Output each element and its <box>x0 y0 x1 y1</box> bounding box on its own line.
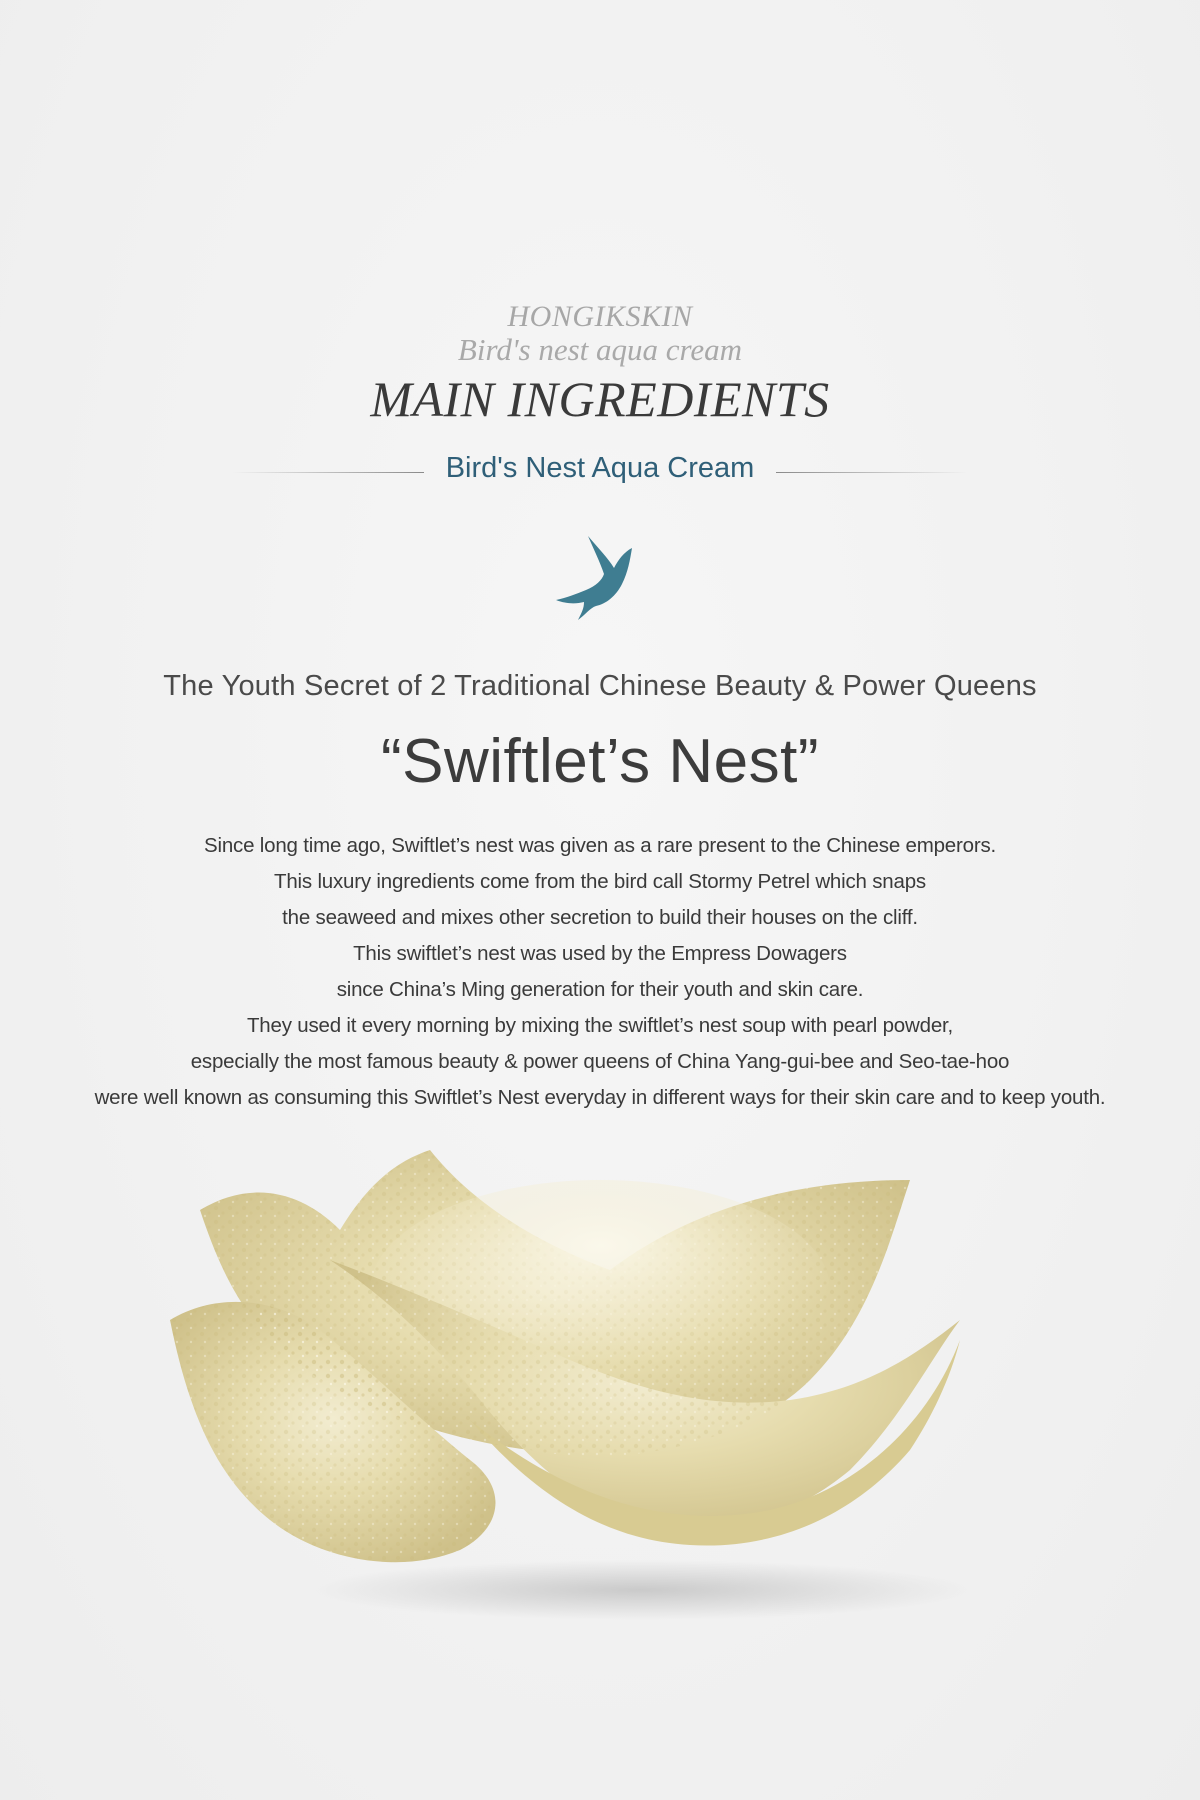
body-line: since China’s Ming generation for their youth and skin care. <box>336 978 864 1001</box>
nest-highlight <box>370 1180 830 1400</box>
swallow-icon <box>556 534 644 620</box>
nest-shadow <box>310 1560 970 1620</box>
subtitle-row <box>0 452 1200 496</box>
divider-left <box>232 472 424 473</box>
product-name: Bird's nest aqua cream <box>457 332 743 367</box>
subtitle: Bird's Nest Aqua Cream <box>445 452 755 484</box>
body-line: This luxury ingredients come from the bird call Stormy Petrel which snaps <box>274 870 926 893</box>
body-line: especially the most famous beauty & power queens of China Yang-gui-bee and Seo-tae-hoo <box>190 1050 1010 1073</box>
body-line: the seaweed and mixes other secretion to build their houses on the cliff. <box>282 906 918 929</box>
brand-name: HONGIKSKIN <box>507 300 693 333</box>
body-line: Since long time ago, Swiftlet’s nest was given as a rare present to the Chinese emperors. <box>204 834 996 857</box>
swallow-body <box>556 536 632 620</box>
section-tagline: The Youth Secret of 2 Traditional Chinese Beauty & Power Queens <box>163 670 1037 702</box>
body-paragraph <box>50 828 1150 1116</box>
page-title: MAIN INGREDIENTS <box>370 371 830 427</box>
body-line: They used it every morning by mixing the swiftlet’s nest soup with pearl powder, <box>246 1014 954 1037</box>
body-line: This swiftlet’s nest was used by the Empress Dowagers <box>353 942 847 965</box>
divider-right <box>776 472 968 473</box>
section-headline: “Swiftlet’s Nest” <box>381 727 819 796</box>
body-line: were well known as consuming this Swiftlet’s Nest everyday in different ways for their skin care and to keep youth. <box>94 1086 1106 1109</box>
birds-nest-image <box>170 1120 1050 1640</box>
